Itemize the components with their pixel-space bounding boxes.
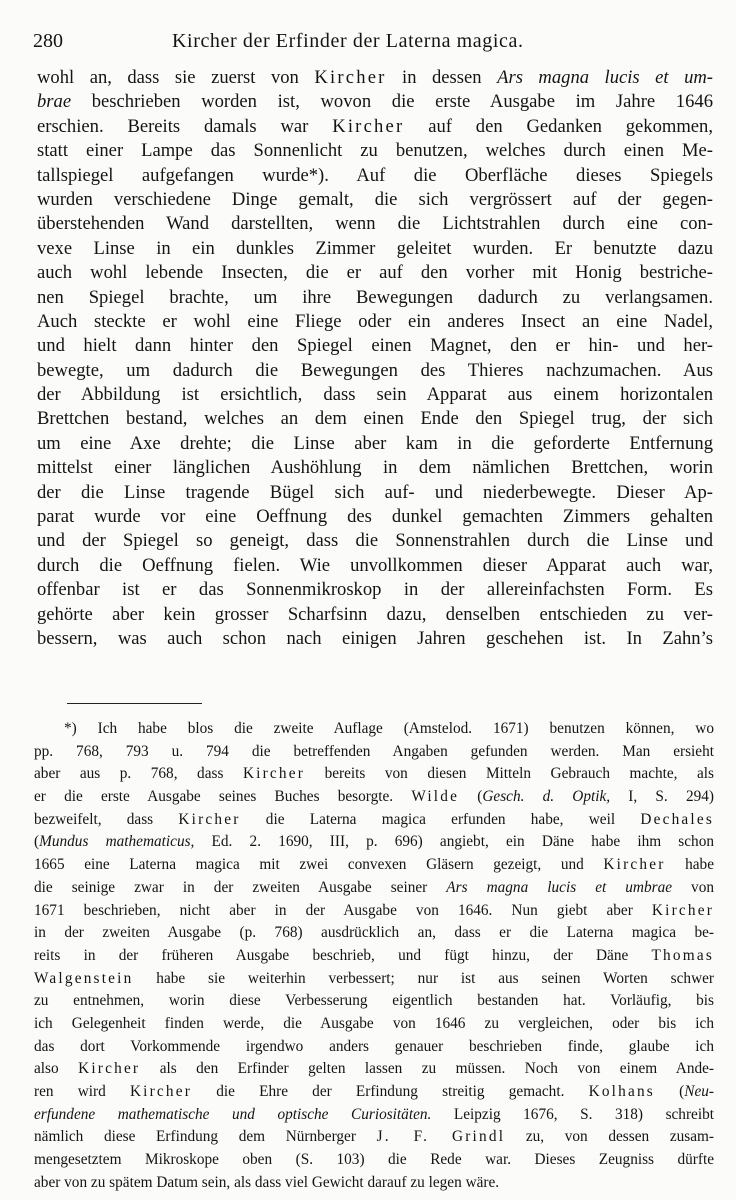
text-line <box>37 188 713 212</box>
text-run: wurden verschiedene Dinge gemalt, die sich vergrössert auf der gegen- <box>37 188 713 210</box>
italic-text: Neu- <box>684 1083 714 1100</box>
text-run: der Abbildung ist ersichtlich, dass sein Apparat aus einem horizontalen <box>37 384 713 406</box>
italic-text: Mundus mathematicus, <box>39 833 195 851</box>
footnote-line <box>34 854 714 877</box>
text-run: ( <box>459 788 483 806</box>
spaced-name: J. F. Grindl <box>376 1128 506 1146</box>
footnote-line <box>34 922 714 945</box>
text-line <box>37 578 713 602</box>
text-run: habe sie weiterhin verbessert; nur ist aus seinen Worten schwer <box>133 969 714 987</box>
italic-text: Ars magna lucis et um- <box>497 67 713 88</box>
text-line <box>37 432 713 456</box>
text-run: zu entnehmen, worin diese Verbesserung eigentlich bestanden hat. Vorläufig, bis <box>34 992 714 1010</box>
italic-text: Ars magna lucis et umbrae <box>446 878 673 896</box>
text-run: Brettchen bestand, welches an dem einen Ende den Spiegel trug, der sich <box>37 408 713 430</box>
text-run: ich Gelegenheit finden werde, die Ausgabe von 1646 zu vergleichen, oder bis ich <box>34 1014 714 1032</box>
text-line <box>37 310 713 334</box>
text-line <box>37 359 713 383</box>
footnote-line <box>34 786 714 809</box>
text-run: tallspiegel aufgefangen wurde*). Auf die Oberfläche dieses Spiegels <box>37 164 713 186</box>
text-line <box>37 261 713 285</box>
italic-text: brae <box>37 91 72 113</box>
footnote-line <box>34 1126 714 1149</box>
text-run: 1665 eine Laterna magica mit zwei convexen Gläsern gezeigt, und <box>34 856 604 874</box>
text-line <box>37 554 713 578</box>
text-run: und hielt dann hinter den Spiegel einen Magnet, den er hin- und her- <box>37 335 713 357</box>
footnote-separator <box>67 703 202 704</box>
spaced-name: Kircher <box>78 1060 141 1078</box>
text-line <box>37 383 713 407</box>
text-run: also <box>34 1060 79 1078</box>
text-run: beschrieben worden ist, wovon die erste Ausgabe im Jahre 1646 <box>71 91 713 113</box>
text-line <box>37 212 713 236</box>
spaced-name: Kircher <box>314 67 387 88</box>
text-line <box>37 603 713 627</box>
text-run: aber aus p. 768, dass <box>34 765 243 783</box>
text-run: der die Linse tragende Bügel sich auf- und niederbewegte. Dieser Ap- <box>37 481 713 503</box>
footnote-line <box>34 1013 714 1036</box>
italic-text: Gesch. d. Optik, <box>482 788 611 806</box>
text-run: gehörte aber kein grosser Scharfsinn dazu, denselben entschieden zu ver- <box>37 603 713 625</box>
text-run: nämlich diese Erfindung dem Nürnberger <box>34 1128 377 1146</box>
footnote-line <box>34 1172 714 1195</box>
text-run: ( <box>34 833 40 851</box>
text-run: mittelst einer länglichen Aushöhlung in dem nämlichen Brettchen, worin <box>37 457 713 479</box>
text-run: zu, von dessen zusam- <box>505 1128 714 1146</box>
footnote-line <box>34 900 714 923</box>
italic-text: erfundene mathematische und optische Curiositäten. <box>34 1105 432 1123</box>
text-line <box>37 139 713 163</box>
footnote-line <box>34 741 714 764</box>
spaced-name: Thomas <box>651 946 714 964</box>
footnote-line <box>34 1036 714 1059</box>
text-run: von <box>672 878 715 896</box>
footnote-line <box>34 1149 714 1172</box>
footnote-line <box>34 945 714 968</box>
text-run: ren wird <box>34 1083 130 1100</box>
text-line <box>37 407 713 431</box>
text-line <box>37 334 713 358</box>
text-line <box>37 529 713 553</box>
footnote-line <box>34 763 714 786</box>
footnote-line <box>34 968 714 991</box>
text-run: Leipzig 1676, S. 318) schreibt <box>431 1105 714 1123</box>
footnote-line <box>34 831 714 854</box>
footnote-line <box>34 718 714 741</box>
text-run: 1671 beschrieben, nicht aber in der Ausgabe von 1646. Nun giebt aber <box>34 901 652 919</box>
text-run: in dessen <box>386 67 498 88</box>
text-run: reits in der früheren Ausgabe beschrieb, und fügt hinzu, der Däne <box>34 946 652 964</box>
footnote-line <box>34 877 714 900</box>
spaced-name: Kircher <box>651 901 714 919</box>
footnote <box>34 718 714 1194</box>
text-run: auf den Gedanken gekommen, <box>404 115 713 137</box>
text-run: er die erste Ausgabe seines Buches besorgte. <box>34 788 412 806</box>
spaced-name: Dechales <box>640 810 714 828</box>
spaced-name: Wilde <box>411 788 460 806</box>
text-run: bezweifelt, dass <box>34 810 179 828</box>
text-run: überstehenden Wand darstellten, wenn die Lichtstrahlen durch eine con- <box>37 213 713 235</box>
text-line <box>37 164 713 188</box>
text-run: in der zweiten Ausgabe (p. 768) ausdrücklich an, dass er die Laterna magica be- <box>34 924 714 942</box>
text-run: und der Spiegel so geneigt, dass die Sonnenstrahlen durch die Linse und <box>37 530 713 552</box>
text-run: wohl an, dass sie zuerst von <box>37 67 315 88</box>
spaced-name: Kircher <box>332 115 405 137</box>
text-run: die Laterna magica erfunden habe, weil <box>240 810 641 828</box>
text-run: als den Erfinder gelten lassen zu müssen. Noch von einem Ande- <box>140 1060 715 1078</box>
text-run: *) Ich habe blos die zweite Auflage (Amstelod. 1671) benutzen können, wo <box>64 720 714 737</box>
text-line <box>37 627 713 651</box>
footnote-line <box>34 1081 714 1104</box>
text-line <box>37 456 713 480</box>
text-line <box>37 90 713 114</box>
page-number: 280 <box>33 30 63 52</box>
text-run: bereits von diesen Mitteln Gebrauch machte, als <box>305 765 715 783</box>
text-run: offenbar ist er das Sonnenmikroskop in der allereinfachsten Form. Es <box>37 579 713 601</box>
page-header <box>0 30 736 56</box>
footnote-line <box>34 1058 714 1081</box>
text-run: parat wurde vor eine Oeffnung des dunkel gemachten Zimmers gehalten <box>37 506 713 528</box>
text-run: erschien. Bereits damals war <box>37 115 333 137</box>
text-run: statt einer Lampe das Sonnenlicht zu benutzen, welches durch einen Me- <box>37 140 713 162</box>
text-line <box>37 286 713 310</box>
text-run: um eine Axe drehte; die Linse aber kam in die geforderte Entfernung <box>37 432 713 454</box>
text-run: bessern, was auch schon nach einigen Jahren geschehen ist. In Zahn’s <box>37 627 713 649</box>
text-run: mengesetztem Mikroskope oben (S. 103) die Rede war. Dieses Zeugniss dürfte <box>34 1151 714 1169</box>
text-run: pp. 768, 793 u. 794 die betreffenden Angaben gefunden werden. Man ersieht <box>34 742 714 760</box>
text-run: die Ehre der Erfindung streitig gemacht. <box>192 1083 589 1100</box>
text-line <box>37 505 713 529</box>
text-run: die seinige zwar in der zweiten Ausgabe seiner <box>34 878 447 896</box>
text-line <box>37 115 713 139</box>
text-run: auch wohl lebende Insecten, die er auf den vorher mit Honig bestriche- <box>37 262 713 284</box>
text-run: Auch steckte er wohl eine Fliege oder ein anderes Insect an eine Nadel, <box>37 310 713 332</box>
running-title: Kircher der Erfinder der Laterna magica. <box>172 30 524 52</box>
spaced-name: Kolhans <box>588 1083 655 1100</box>
text-run: Ed. 2. 1690, III, p. 696) angiebt, ein Däne habe ihm schon <box>194 833 714 851</box>
spaced-name: Kircher <box>129 1083 193 1100</box>
footnote-line <box>34 990 714 1013</box>
footnote-line <box>34 1104 714 1127</box>
text-run: nen Spiegel brachte, um ihre Bewegungen dadurch zu verlangsamen. <box>37 286 713 308</box>
text-run: I, S. 294) <box>610 788 714 806</box>
text-line <box>37 237 713 261</box>
text-run: ( <box>654 1083 685 1100</box>
spaced-name: Kircher <box>603 856 666 874</box>
spaced-name: Walgenstein <box>34 969 134 987</box>
text-run: das dort Vorkommende irgendwo anders genauer beschrieben finde, glaube ich <box>34 1037 714 1055</box>
spaced-name: Kircher <box>242 765 306 783</box>
spaced-name: Kircher <box>178 810 241 828</box>
text-line <box>37 481 713 505</box>
text-run: aber von zu spätem Datum sein, als dass viel Gewicht darauf zu legen wäre. <box>34 1173 500 1191</box>
text-run: durch die Oeffnung fielen. Wie unvollkommen dieser Apparat auch war, <box>37 554 713 576</box>
text-run: habe <box>665 856 714 874</box>
text-line <box>37 66 713 90</box>
main-text <box>37 66 713 651</box>
text-run: vexe Linse in ein dunkles Zimmer geleitet wurden. Er benutzte dazu <box>37 237 713 259</box>
text-run: bewegte, um dadurch die Bewegungen des Thieres nachzumachen. Aus <box>37 359 713 381</box>
footnote-line <box>34 809 714 832</box>
